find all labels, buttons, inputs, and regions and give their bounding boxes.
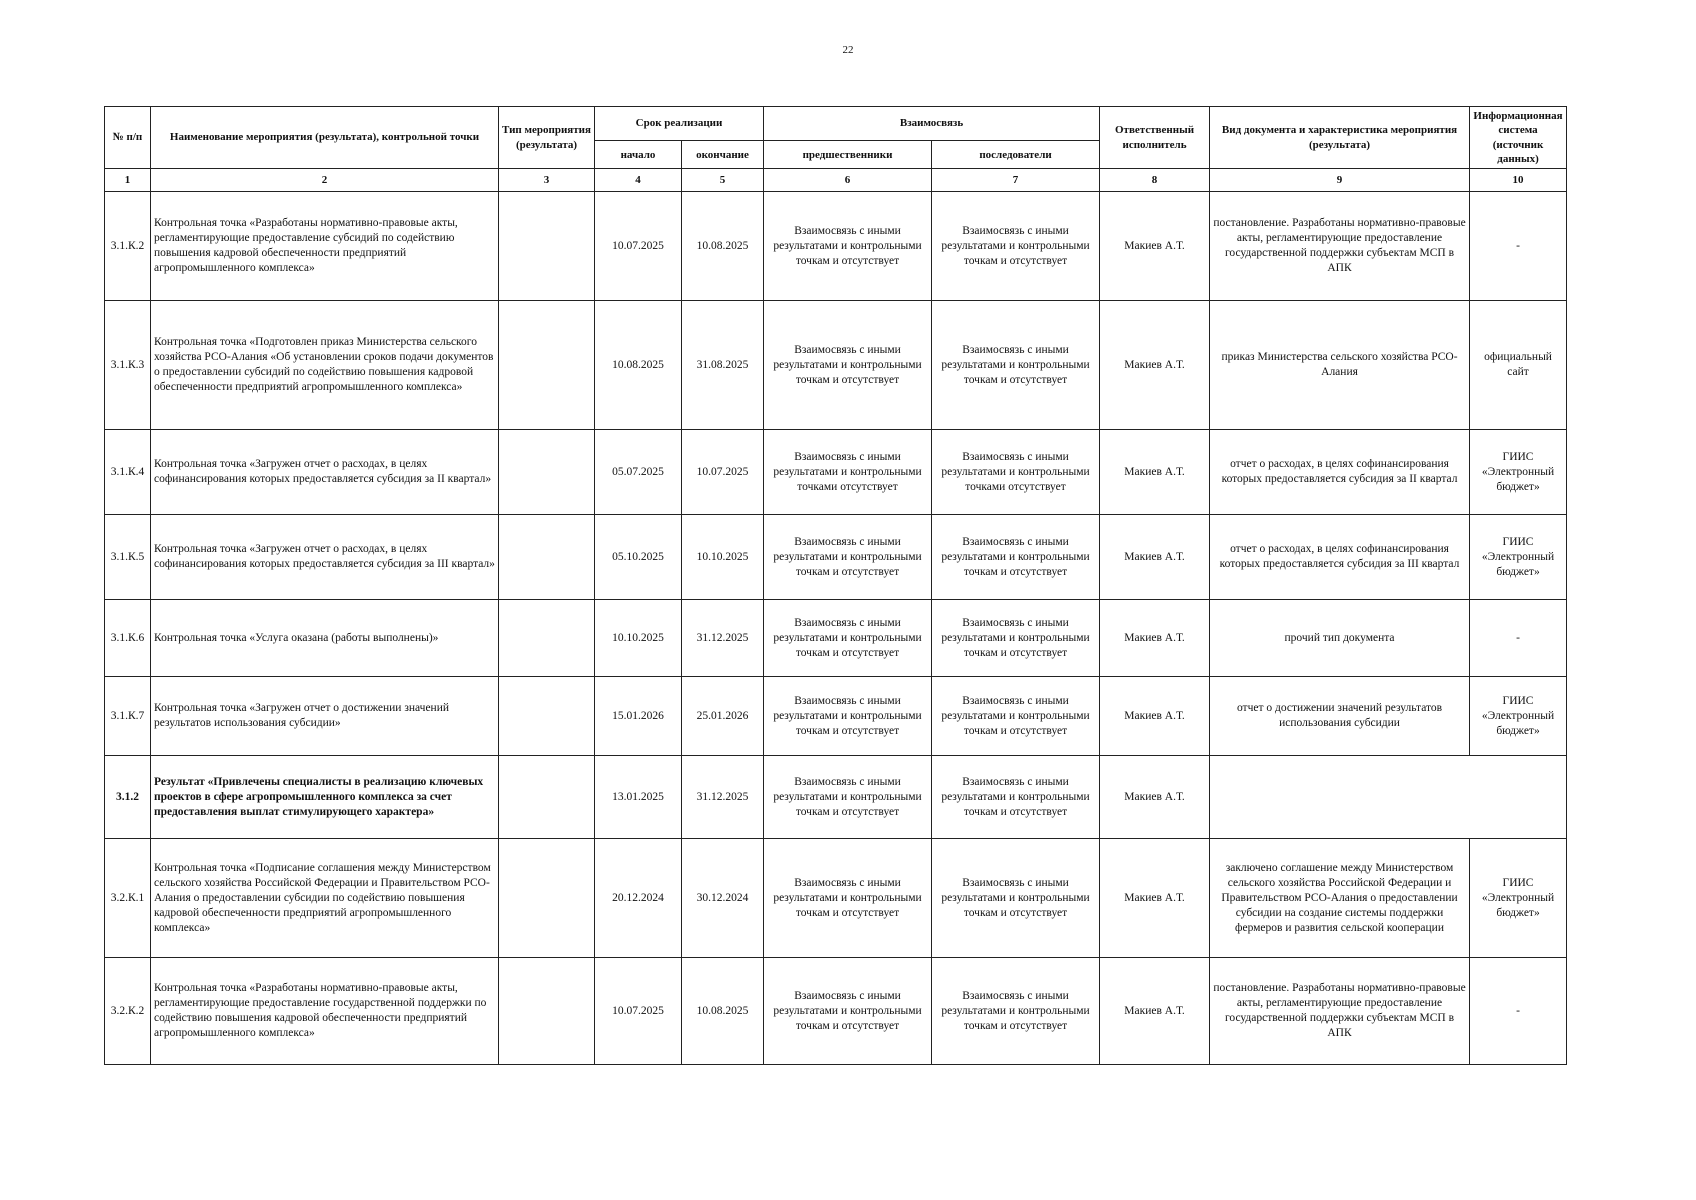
row-predecessors: Взаимосвязь с иными результатами и контрольными точкам и отсутствует <box>764 839 932 958</box>
row-type <box>499 839 595 958</box>
page-number: 22 <box>842 44 854 56</box>
row-type <box>499 600 595 677</box>
header-link: Взаимосвязь <box>764 107 1100 141</box>
row-predecessors: Взаимосвязь с иными результатами и контрольными точкам и отсутствует <box>764 677 932 756</box>
table-row <box>105 430 1567 515</box>
table-header <box>105 107 1567 192</box>
row-type <box>499 958 595 1065</box>
row-type <box>499 192 595 301</box>
table-row <box>105 677 1567 756</box>
row-type <box>499 430 595 515</box>
row-responsible: Макиев А.Т. <box>1100 192 1210 301</box>
header-info-system: Информационная система (источник данных) <box>1470 107 1567 169</box>
row-end: 10.08.2025 <box>682 192 764 301</box>
row-responsible: Макиев А.Т. <box>1100 600 1210 677</box>
column-number: 4 <box>595 169 682 192</box>
header-responsible: Ответственный исполнитель <box>1100 107 1210 169</box>
row-successors: Взаимосвязь с иными результатами и контрольными точкам и отсутствует <box>932 839 1100 958</box>
row-name: Контрольная точка «Загружен отчет о достижении значений результатов использования субсидии» <box>151 677 499 756</box>
row-name: Контрольная точка «Разработаны нормативно-правовые акты, регламентирующие предоставление субсидий по содействию повышения кадровой обеспеченности предприятий агропромышленного комплекса» <box>151 192 499 301</box>
header-successors: последователи <box>932 141 1100 169</box>
table-body <box>105 192 1567 1065</box>
row-number: 3.1.2 <box>105 756 151 839</box>
row-start: 10.07.2025 <box>595 958 682 1065</box>
header-document: Вид документа и характеристика мероприятия (результата) <box>1210 107 1470 169</box>
row-start: 05.10.2025 <box>595 515 682 600</box>
row-name: Результат «Привлечены специалисты в реализацию ключевых проектов в сфере агропромышленного комплекса за счет предоставления выплат стимулирующего характера» <box>151 756 499 839</box>
row-info-system: ГИИС «Электронный бюджет» <box>1470 515 1567 600</box>
row-predecessors: Взаимосвязь с иными результатами и контрольными точкам и отсутствует <box>764 756 932 839</box>
row-document: отчет о расходах, в целях софинансирования которых предоставляется субсидия за II квартал <box>1210 430 1470 515</box>
row-start: 20.12.2024 <box>595 839 682 958</box>
header-start: начало <box>595 141 682 169</box>
row-responsible: Макиев А.Т. <box>1100 839 1210 958</box>
row-type <box>499 301 595 430</box>
column-number: 2 <box>151 169 499 192</box>
row-responsible: Макиев А.Т. <box>1100 430 1210 515</box>
row-number: 3.2.К.2 <box>105 958 151 1065</box>
row-end: 30.12.2024 <box>682 839 764 958</box>
column-number: 1 <box>105 169 151 192</box>
table-row <box>105 600 1567 677</box>
row-document: приказ Министерства сельского хозяйства РСО-Алания <box>1210 301 1470 430</box>
row-type <box>499 515 595 600</box>
header-end: окончание <box>682 141 764 169</box>
row-successors: Взаимосвязь с иными результатами и контрольными точкам и отсутствует <box>932 192 1100 301</box>
column-number: 8 <box>1100 169 1210 192</box>
row-info-system: ГИИС «Электронный бюджет» <box>1470 430 1567 515</box>
row-document <box>1210 756 1567 839</box>
column-number: 3 <box>499 169 595 192</box>
row-end: 10.07.2025 <box>682 430 764 515</box>
row-successors: Взаимосвязь с иными результатами и контрольными точками отсутствует <box>932 430 1100 515</box>
row-number: 3.1.К.3 <box>105 301 151 430</box>
row-predecessors: Взаимосвязь с иными результатами и контрольными точкам и отсутствует <box>764 301 932 430</box>
row-responsible: Макиев А.Т. <box>1100 677 1210 756</box>
row-predecessors: Взаимосвязь с иными результатами и контрольными точкам и отсутствует <box>764 958 932 1065</box>
row-document: отчет о достижении значений результатов использования субсидии <box>1210 677 1470 756</box>
row-end: 31.12.2025 <box>682 756 764 839</box>
row-name: Контрольная точка «Услуга оказана (работы выполнены)» <box>151 600 499 677</box>
row-name: Контрольная точка «Разработаны нормативно-правовые акты, регламентирующие предоставление государственной поддержки по содействию повышения кадровой обеспеченности предприятий агропромышленного комплекса» <box>151 958 499 1065</box>
row-info-system: - <box>1470 958 1567 1065</box>
row-end: 25.01.2026 <box>682 677 764 756</box>
row-info-system: ГИИС «Электронный бюджет» <box>1470 839 1567 958</box>
column-number: 6 <box>764 169 932 192</box>
row-type <box>499 677 595 756</box>
column-number: 9 <box>1210 169 1470 192</box>
row-start: 10.07.2025 <box>595 192 682 301</box>
row-predecessors: Взаимосвязь с иными результатами и контрольными точками отсутствует <box>764 430 932 515</box>
table-row-result <box>105 756 1567 839</box>
header-term: Срок реализации <box>595 107 764 141</box>
row-start: 10.10.2025 <box>595 600 682 677</box>
header-name: Наименование мероприятия (результата), контрольной точки <box>151 107 499 169</box>
row-successors: Взаимосвязь с иными результатами и контрольными точкам и отсутствует <box>932 677 1100 756</box>
row-info-system: - <box>1470 192 1567 301</box>
row-start: 10.08.2025 <box>595 301 682 430</box>
table-row <box>105 301 1567 430</box>
row-successors: Взаимосвязь с иными результатами и контрольными точкам и отсутствует <box>932 600 1100 677</box>
row-document: постановление. Разработаны нормативно-правовые акты, регламентирующие предоставление государственной поддержки субъектам МСП в АПК <box>1210 958 1470 1065</box>
table-row <box>105 839 1567 958</box>
row-document: прочий тип документа <box>1210 600 1470 677</box>
implementation-plan-table <box>104 106 1567 1065</box>
row-responsible: Макиев А.Т. <box>1100 301 1210 430</box>
row-number: 3.1.К.7 <box>105 677 151 756</box>
row-document: заключено соглашение между Министерством сельского хозяйства Российской Федерации и Правительством РСО-Алания о предоставлении субсидии на создание системы поддержки фермеров и развития сельской кооперации <box>1210 839 1470 958</box>
header-number: № п/п <box>105 107 151 169</box>
header-type: Тип мероприятия (результата) <box>499 107 595 169</box>
row-name: Контрольная точка «Подписание соглашения между Министерством сельского хозяйства Российской Федерации и Правительством РСО-Алания о предоставлении субсидии по содействию повышения кадровой обеспеченности предприятий агропромышленного комплекса» <box>151 839 499 958</box>
row-start: 15.01.2026 <box>595 677 682 756</box>
row-name: Контрольная точка «Загружен отчет о расходах, в целях софинансирования которых предоставляется субсидия за II квартал» <box>151 430 499 515</box>
table-row <box>105 192 1567 301</box>
row-successors: Взаимосвязь с иными результатами и контрольными точкам и отсутствует <box>932 515 1100 600</box>
row-successors: Взаимосвязь с иными результатами и контрольными точкам и отсутствует <box>932 958 1100 1065</box>
header-predecessors: предшественники <box>764 141 932 169</box>
row-end: 10.10.2025 <box>682 515 764 600</box>
row-successors: Взаимосвязь с иными результатами и контрольными точкам и отсутствует <box>932 756 1100 839</box>
row-predecessors: Взаимосвязь с иными результатами и контрольными точкам и отсутствует <box>764 192 932 301</box>
row-responsible: Макиев А.Т. <box>1100 958 1210 1065</box>
row-number: 3.1.К.4 <box>105 430 151 515</box>
row-predecessors: Взаимосвязь с иными результатами и контрольными точкам и отсутствует <box>764 600 932 677</box>
row-info-system: официальный сайт <box>1470 301 1567 430</box>
column-number: 10 <box>1470 169 1567 192</box>
row-end: 31.08.2025 <box>682 301 764 430</box>
row-type <box>499 756 595 839</box>
row-info-system: ГИИС «Электронный бюджет» <box>1470 677 1567 756</box>
row-number: 3.1.К.2 <box>105 192 151 301</box>
table-row <box>105 958 1567 1065</box>
table-row <box>105 515 1567 600</box>
row-end: 31.12.2025 <box>682 600 764 677</box>
row-responsible: Макиев А.Т. <box>1100 515 1210 600</box>
row-successors: Взаимосвязь с иными результатами и контрольными точкам и отсутствует <box>932 301 1100 430</box>
column-number: 7 <box>932 169 1100 192</box>
column-number-row <box>105 169 1567 192</box>
row-name: Контрольная точка «Подготовлен приказ Министерства сельского хозяйства РСО-Алания «Об установлении сроков подачи документов о предоставлении субсидий по содействию повышения кадровой обеспеченности предприятий агропромышленного комплекса» <box>151 301 499 430</box>
row-responsible: Макиев А.Т. <box>1100 756 1210 839</box>
row-end: 10.08.2025 <box>682 958 764 1065</box>
row-document: постановление. Разработаны нормативно-правовые акты, регламентирующие предоставление государственной поддержки субъектам МСП в АПК <box>1210 192 1470 301</box>
row-number: 3.1.К.5 <box>105 515 151 600</box>
column-number: 5 <box>682 169 764 192</box>
row-name: Контрольная точка «Загружен отчет о расходах, в целях софинансирования которых предоставляется субсидия за III квартал» <box>151 515 499 600</box>
row-start: 05.07.2025 <box>595 430 682 515</box>
row-start: 13.01.2025 <box>595 756 682 839</box>
row-info-system: - <box>1470 600 1567 677</box>
row-number: 3.2.К.1 <box>105 839 151 958</box>
row-predecessors: Взаимосвязь с иными результатами и контрольными точкам и отсутствует <box>764 515 932 600</box>
row-number: 3.1.К.6 <box>105 600 151 677</box>
row-document: отчет о расходах, в целях софинансирования которых предоставляется субсидия за III квартал <box>1210 515 1470 600</box>
